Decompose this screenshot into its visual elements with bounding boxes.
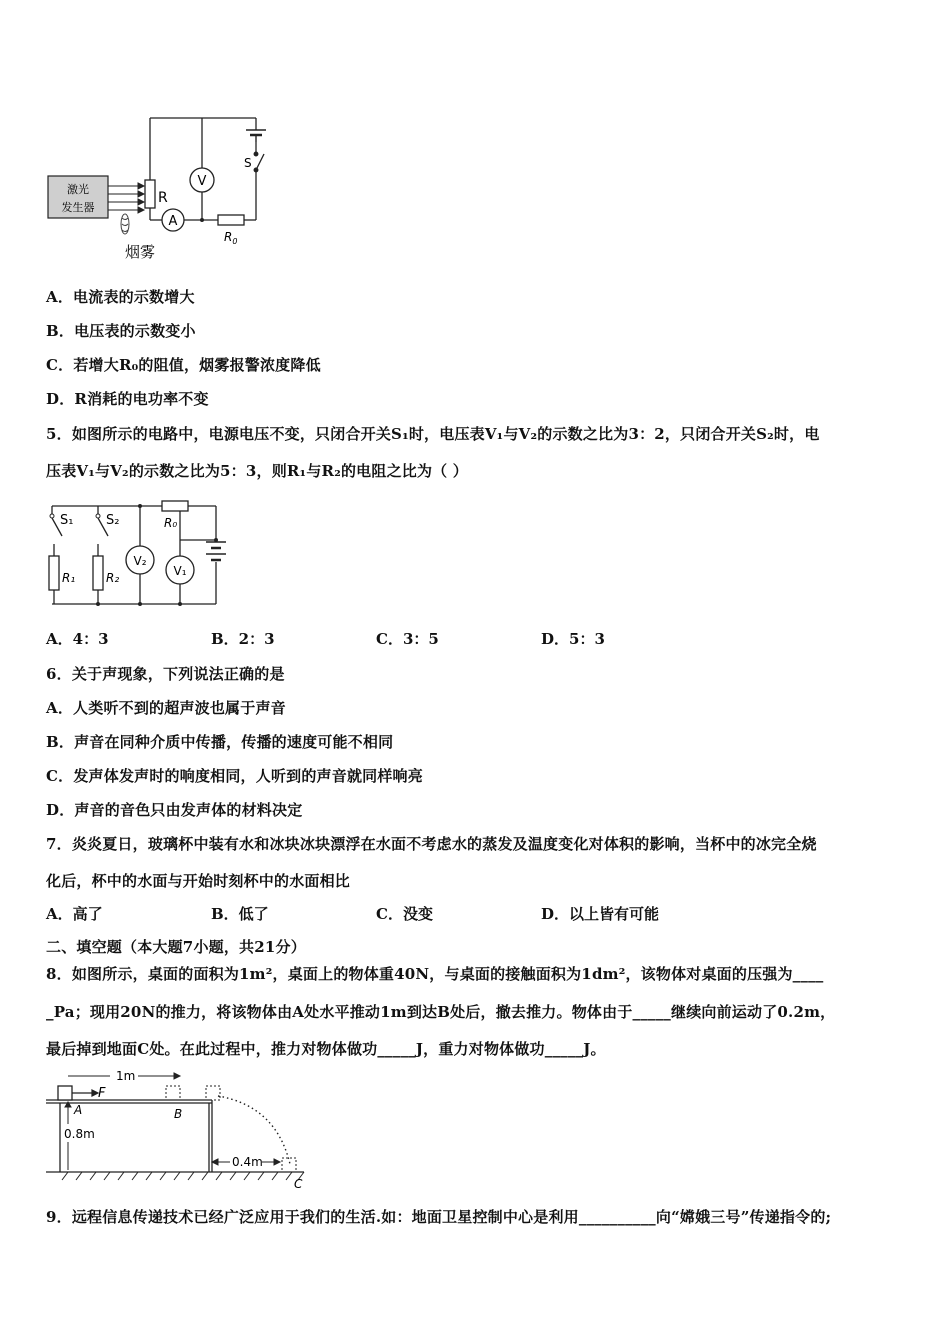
r0-label: $R_0$ [224,230,238,246]
q6-option-a: A．人类听不到的超声波也属于声音 [46,699,286,717]
table-push-figure [46,1066,321,1192]
q7-option-b: B．低了 [211,905,269,923]
block-edge [206,1086,220,1100]
ammeter-label: A [168,214,178,229]
s2-label: S₂ [106,513,120,528]
block-a [58,1086,72,1100]
laser-label-2: 发生器 [61,201,95,214]
battery [206,542,226,560]
q7-stem-line1: 7．炎炎夏日，玻璃杯中装有水和冰块冰块漂浮在水面不考虑水的蒸发及温度变化对体积的影响，当杯中的冰完全烧 [46,835,817,853]
height-label: 0.8m [64,1127,95,1141]
section-title: 二、填空题（本大题7小题，共21分） [46,938,306,956]
f-label: F [98,1086,106,1101]
b-label: B [174,1107,183,1121]
v1-label: V₁ [173,564,187,578]
q5-stem-line1: 5．如图所示的电路中，电源电压不变，只闭合开关S₁时，电压表V₁与V₂的示数之比为3：2，只闭合开关S₂时，电 [46,425,820,443]
q4-option-d: D．R消耗的电功率不变 [46,390,209,408]
smoke-label: 烟雾 [124,243,156,261]
laser-beam-arrows [108,183,144,213]
s-label: S [244,156,252,170]
resistor-r1 [49,556,59,590]
q4-option-a: A．电流表的示数增大 [46,288,195,306]
q5-option-a: A．4：3 [46,630,109,648]
smoke-alarm-circuit-figure [46,108,286,268]
battery [246,130,266,142]
q7-option-c: C．没变 [376,905,433,923]
q7-option-d: D．以上皆有可能 [541,905,660,923]
switch-s [254,152,264,172]
q8-stem-line2: _Pa；现用20N的推力，将该物体由A处水平推动1m到达B处后，撤去推力。物体由于_____继续向前运动了0.2m， [46,1003,836,1021]
resistor-r0 [218,215,244,225]
r2-label: R₂ [106,571,120,585]
q8-stem-line1: 8．如图所示，桌面的面积为1m²，桌面上的物体重40N，与桌面的接触面积为1dm²，该物体对桌面的压强为____ [46,965,824,983]
r0-label: R₀ [164,516,178,530]
q8-stem-line3: 最后掉到地面C处。在此过程中，推力对物体做功_____J，重力对物体做功_____J。 [46,1040,606,1058]
resistor-r [145,180,155,208]
v2-label: V₂ [133,554,147,568]
q6-stem: 6．关于声现象，下列说法正确的是 [46,665,285,683]
resistor-r2 [93,556,103,590]
q4-option-b: B．电压表的示数变小 [46,322,196,340]
laser-label-1: 激光 [67,183,89,196]
a-label: A [74,1103,83,1117]
ground-hatch [62,1172,304,1180]
q6-option-c: C．发声体发声时的响度相同，人听到的声音就同样响亮 [46,767,423,785]
block-b [166,1086,180,1100]
r1-label: R₁ [62,571,76,585]
dist-04m-label: 0.4m [232,1155,263,1169]
q5-option-d: D．5：3 [541,630,605,648]
voltmeter-label: V [197,174,207,189]
block-c [282,1158,296,1172]
q7-option-a: A．高了 [46,905,103,923]
smoke-icon [121,214,129,234]
q6-option-b: B．声音在同种介质中传播，传播的速度可能不相同 [46,733,394,751]
q5-option-c: C．3：5 [376,630,439,648]
force-arrow [72,1090,98,1096]
two-switch-circuit-figure [46,496,236,612]
q7-stem-line2: 化后，杯中的水面与开始时刻杯中的水面相比 [46,872,351,890]
c-label: C [294,1177,303,1191]
q6-option-d: D．声音的音色只由发声体的材料决定 [46,801,303,819]
q5-stem-line2: 压表V₁与V₂的示数之比为5：3，则R₁与R₂的电阻之比为（ ） [46,462,468,480]
dist-1m-label: 1m [116,1069,136,1083]
q9-stem-line1: 9．远程信息传递技术已经广泛应用于我们的生活.如：地面卫星控制中心是利用__________向“嫦娥三号”传递指令的; [46,1208,832,1226]
s1-label: S₁ [60,513,74,528]
r-label: R [158,190,168,206]
q5-option-b: B．2：3 [211,630,275,648]
resistor-r0 [162,501,188,511]
q4-option-c: C．若增大R₀的阻值，烟雾报警浓度降低 [46,356,321,374]
fall-trajectory [218,1096,290,1164]
